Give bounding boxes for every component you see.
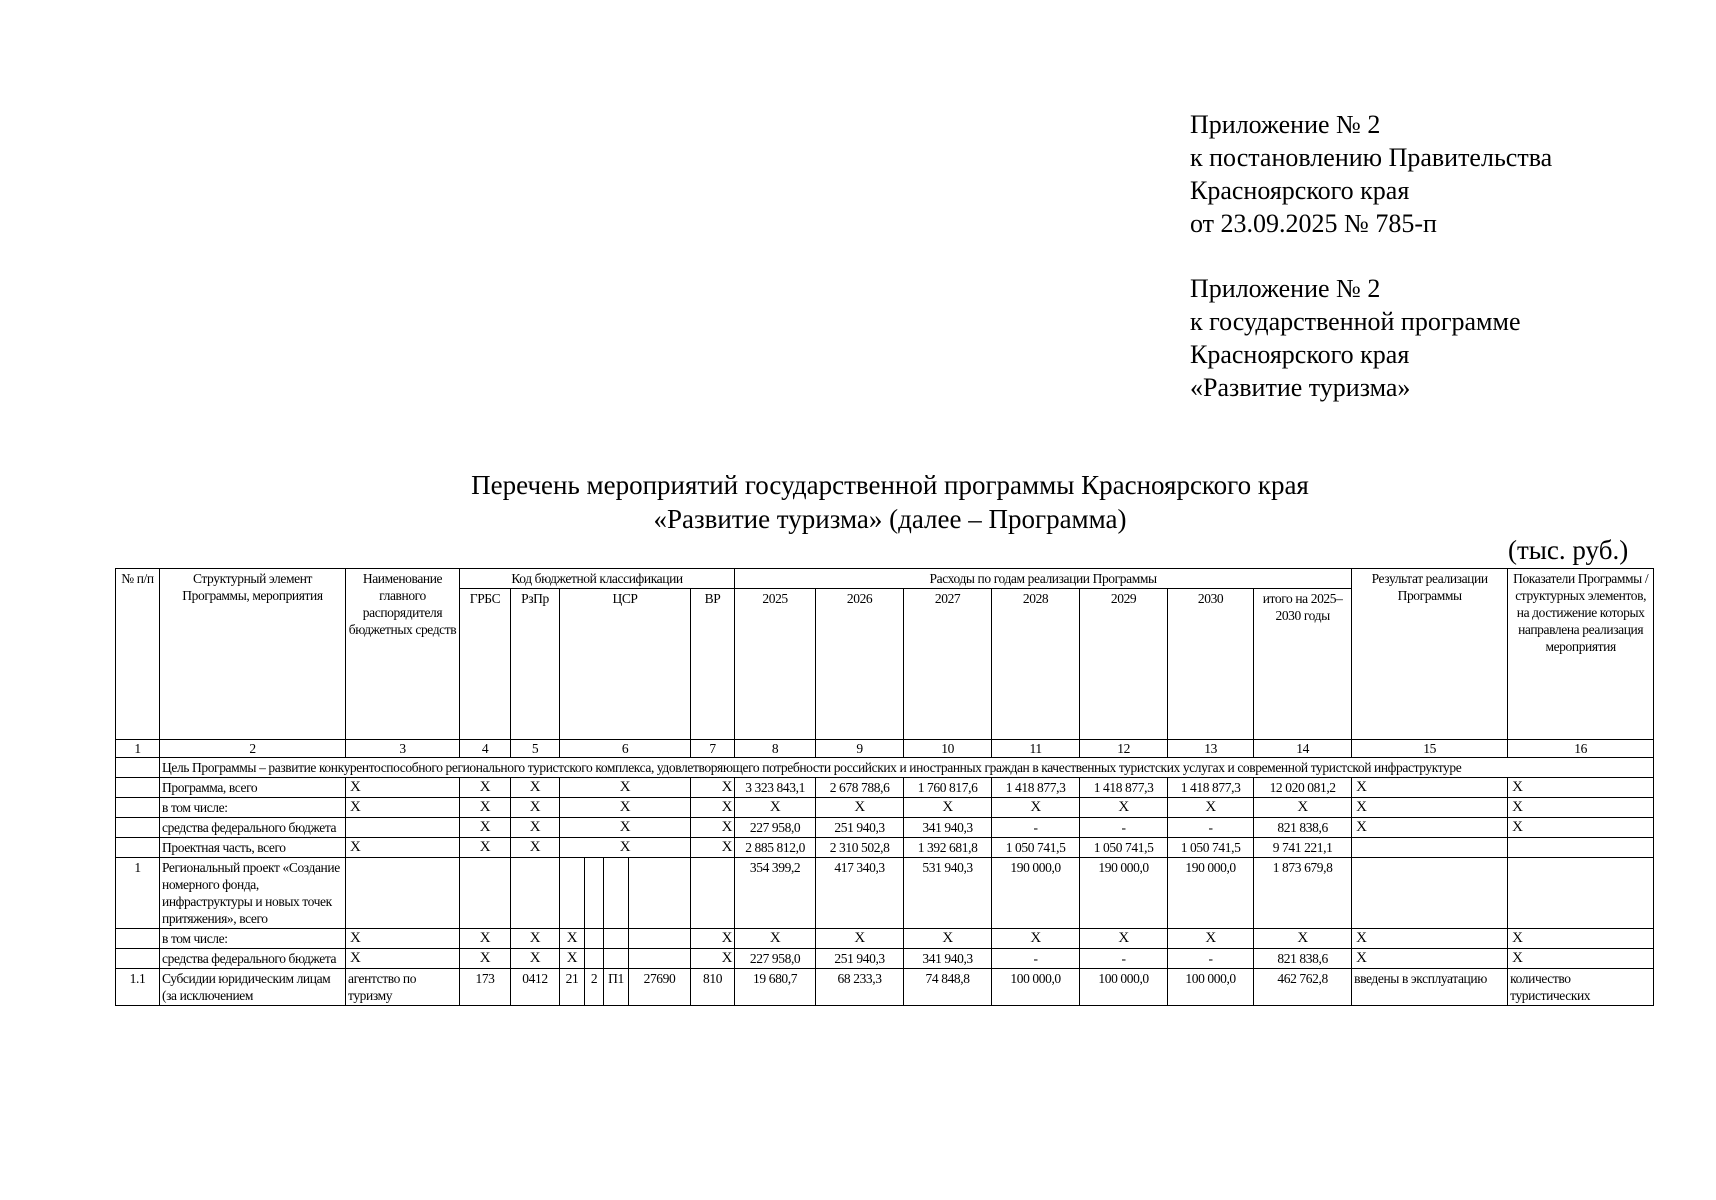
row-result bbox=[1352, 838, 1508, 858]
row-num bbox=[116, 798, 160, 818]
row-rzpr: X bbox=[511, 818, 560, 838]
row-y2028: 1 418 877,3 bbox=[992, 778, 1080, 798]
row-y2026: X bbox=[816, 798, 904, 818]
table-row bbox=[116, 929, 1654, 949]
row-y2028: X bbox=[992, 929, 1080, 949]
row-name: в том числе: bbox=[160, 798, 346, 818]
appendix-line: к постановлению Правительства bbox=[1190, 143, 1553, 172]
row-y2027: 1 392 681,8 bbox=[904, 838, 992, 858]
row-y2025: 354 399,2 bbox=[735, 858, 816, 929]
row-y2030: 1 418 877,3 bbox=[1168, 778, 1254, 798]
row-csr-subprogram bbox=[585, 929, 604, 949]
row-vr: X bbox=[691, 929, 735, 949]
row-grbs: X bbox=[460, 838, 511, 858]
row-rzpr: X bbox=[511, 838, 560, 858]
table-row bbox=[116, 969, 1654, 1006]
spacer bbox=[1190, 240, 1670, 272]
row-y2026: X bbox=[816, 929, 904, 949]
row-grbs-name: X bbox=[346, 949, 460, 969]
appendix-line: к государственной программе bbox=[1190, 307, 1521, 336]
row-csr-subprogram bbox=[585, 858, 604, 929]
row-csr-project bbox=[604, 858, 629, 929]
row-total: 1 873 679,8 bbox=[1254, 858, 1352, 929]
row-num bbox=[116, 818, 160, 838]
column-number: 1 bbox=[116, 740, 160, 758]
row-result: X bbox=[1352, 929, 1508, 949]
row-y2029: 190 000,0 bbox=[1080, 858, 1168, 929]
row-indicators: X bbox=[1508, 929, 1654, 949]
row-csr-direction bbox=[629, 949, 691, 969]
row-y2028: - bbox=[992, 818, 1080, 838]
row-grbs: 173 bbox=[460, 969, 511, 1006]
row-vr: X bbox=[691, 949, 735, 969]
header-year-2030: 2030 bbox=[1168, 589, 1254, 740]
row-grbs-name: X bbox=[346, 798, 460, 818]
row-y2030: 1 050 741,5 bbox=[1168, 838, 1254, 858]
row-grbs-name: X bbox=[346, 778, 460, 798]
row-csr: X bbox=[560, 798, 691, 818]
row-y2027: 531 940,3 bbox=[904, 858, 992, 929]
column-number: 11 bbox=[992, 740, 1080, 758]
header-year-2025: 2025 bbox=[735, 589, 816, 740]
column-number: 6 bbox=[560, 740, 691, 758]
appendix-line: от 23.09.2025 № 785-п bbox=[1190, 209, 1437, 238]
header-num: № п/п bbox=[116, 569, 160, 740]
row-y2030: X bbox=[1168, 798, 1254, 818]
table-row bbox=[116, 858, 1654, 929]
row-y2030: 100 000,0 bbox=[1168, 969, 1254, 1006]
table-row bbox=[116, 778, 1654, 798]
column-number: 4 bbox=[460, 740, 511, 758]
measures-table bbox=[115, 568, 1654, 1006]
header-csr: ЦСР bbox=[560, 589, 691, 740]
row-total: 821 838,6 bbox=[1254, 818, 1352, 838]
row-y2029: X bbox=[1080, 929, 1168, 949]
row-result: X bbox=[1352, 798, 1508, 818]
row-y2028: - bbox=[992, 949, 1080, 969]
row-y2030: 190 000,0 bbox=[1168, 858, 1254, 929]
row-y2025: X bbox=[735, 929, 816, 949]
row-grbs: X bbox=[460, 949, 511, 969]
row-indicators: X bbox=[1508, 778, 1654, 798]
row-y2027: 341 940,3 bbox=[904, 949, 992, 969]
units-label: (тыс. руб.) bbox=[1508, 535, 1629, 565]
row-y2025: 19 680,7 bbox=[735, 969, 816, 1006]
row-y2030: X bbox=[1168, 929, 1254, 949]
goal-text: Цель Программы – развитие конкурентоспособного регионального туристского комплекса, удовлетворяющего потребности российских и иностранных граждан в качественных туристских услугах и современной туристской инфраструктуре bbox=[160, 758, 1654, 778]
row-csr-project bbox=[604, 929, 629, 949]
column-number: 7 bbox=[691, 740, 735, 758]
row-csr-program bbox=[560, 858, 585, 929]
row-grbs-name: X bbox=[346, 929, 460, 949]
row-indicators: X bbox=[1508, 818, 1654, 838]
row-y2026: 251 940,3 bbox=[816, 818, 904, 838]
header-element: Структурный элемент Программы, мероприятия bbox=[160, 569, 346, 740]
row-grbs: X bbox=[460, 818, 511, 838]
row-csr: X bbox=[560, 818, 691, 838]
row-grbs bbox=[460, 858, 511, 929]
header-year-2026: 2026 bbox=[816, 589, 904, 740]
header-rzpr: РзПр bbox=[511, 589, 560, 740]
row-vr: X bbox=[691, 778, 735, 798]
header-expenses: Расходы по годам реализации Программы bbox=[735, 569, 1352, 589]
row-rzpr: X bbox=[511, 798, 560, 818]
row-y2029: X bbox=[1080, 798, 1168, 818]
table-row bbox=[116, 838, 1654, 858]
header-grbs-name: Наименование главного распорядителя бюджетных средств bbox=[346, 569, 460, 740]
column-number: 16 bbox=[1508, 740, 1654, 758]
row-num bbox=[116, 949, 160, 969]
row-total: X bbox=[1254, 798, 1352, 818]
header-year-2028: 2028 bbox=[992, 589, 1080, 740]
row-y2025: 2 885 812,0 bbox=[735, 838, 816, 858]
row-csr-project: П1 bbox=[604, 969, 629, 1006]
row-csr-program: 21 bbox=[560, 969, 585, 1006]
header-grbs: ГРБС bbox=[460, 589, 511, 740]
row-result: X bbox=[1352, 818, 1508, 838]
column-numbers-row bbox=[116, 740, 1654, 758]
row-y2027: 341 940,3 bbox=[904, 818, 992, 838]
goal-row bbox=[116, 758, 1654, 778]
row-rzpr: X bbox=[511, 929, 560, 949]
row-result bbox=[1352, 858, 1508, 929]
row-total: 821 838,6 bbox=[1254, 949, 1352, 969]
row-vr: X bbox=[691, 818, 735, 838]
appendix-line: Красноярского края bbox=[1190, 340, 1410, 369]
row-y2029: 1 050 741,5 bbox=[1080, 838, 1168, 858]
row-name: Программа, всего bbox=[160, 778, 346, 798]
title-line-1: Перечень мероприятий государственной программы Красноярского края bbox=[471, 470, 1309, 500]
row-vr: X bbox=[691, 798, 735, 818]
header-year-2027: 2027 bbox=[904, 589, 992, 740]
row-name: средства федерального бюджета bbox=[160, 818, 346, 838]
column-number: 5 bbox=[511, 740, 560, 758]
row-y2028: 100 000,0 bbox=[992, 969, 1080, 1006]
appendix-header bbox=[1190, 108, 1670, 404]
row-csr-direction: 27690 bbox=[629, 969, 691, 1006]
row-grbs-name bbox=[346, 858, 460, 929]
column-number: 12 bbox=[1080, 740, 1168, 758]
row-rzpr: X bbox=[511, 949, 560, 969]
header-year-2029: 2029 bbox=[1080, 589, 1168, 740]
row-vr bbox=[691, 858, 735, 929]
row-y2025: 227 958,0 bbox=[735, 818, 816, 838]
row-num bbox=[116, 778, 160, 798]
row-y2026: 68 233,3 bbox=[816, 969, 904, 1006]
row-indicators bbox=[1508, 838, 1654, 858]
row-y2027: 74 848,8 bbox=[904, 969, 992, 1006]
row-rzpr: X bbox=[511, 778, 560, 798]
row-name: Региональный проект «Создание номерного фонда, инфраструктуры и новых точек притяжения», всего bbox=[160, 858, 346, 929]
row-num: 1 bbox=[116, 858, 160, 929]
row-num bbox=[116, 929, 160, 949]
row-y2026: 2 678 788,6 bbox=[816, 778, 904, 798]
row-y2027: X bbox=[904, 929, 992, 949]
row-csr-subprogram: 2 bbox=[585, 969, 604, 1006]
row-num bbox=[116, 838, 160, 858]
document-title bbox=[0, 468, 1716, 536]
row-indicators bbox=[1508, 858, 1654, 929]
header-result: Результат реализации Программы bbox=[1352, 569, 1508, 740]
column-number: 3 bbox=[346, 740, 460, 758]
header-total: итого на 2025–2030 годы bbox=[1254, 589, 1352, 740]
row-indicators: количество туристических bbox=[1508, 969, 1654, 1006]
row-y2028: 1 050 741,5 bbox=[992, 838, 1080, 858]
row-indicators: X bbox=[1508, 798, 1654, 818]
row-result: введены в эксплуатацию bbox=[1352, 969, 1508, 1006]
appendix-line: Приложение № 2 bbox=[1190, 110, 1381, 139]
row-total: X bbox=[1254, 929, 1352, 949]
row-grbs: X bbox=[460, 798, 511, 818]
header-budget-code: Код бюджетной классификации bbox=[460, 569, 735, 589]
appendix-line: «Развитие туризма» bbox=[1190, 373, 1411, 402]
row-csr: X bbox=[560, 778, 691, 798]
column-number: 8 bbox=[735, 740, 816, 758]
title-line-2: «Развитие туризма» (далее – Программа) bbox=[653, 504, 1127, 534]
row-rzpr bbox=[511, 858, 560, 929]
row-y2029: - bbox=[1080, 818, 1168, 838]
row-csr-project bbox=[604, 949, 629, 969]
row-csr-program: X bbox=[560, 949, 585, 969]
row-indicators: X bbox=[1508, 949, 1654, 969]
row-y2025: 227 958,0 bbox=[735, 949, 816, 969]
row-rzpr: 0412 bbox=[511, 969, 560, 1006]
column-number: 15 bbox=[1352, 740, 1508, 758]
row-csr-direction bbox=[629, 929, 691, 949]
row-csr: X bbox=[560, 838, 691, 858]
row-y2025: X bbox=[735, 798, 816, 818]
appendix-line: Приложение № 2 bbox=[1190, 274, 1381, 303]
row-y2026: 251 940,3 bbox=[816, 949, 904, 969]
row-name: средства федерального бюджета bbox=[160, 949, 346, 969]
row-vr: X bbox=[691, 838, 735, 858]
row-grbs: X bbox=[460, 778, 511, 798]
row-vr: 810 bbox=[691, 969, 735, 1006]
row-grbs-name bbox=[346, 818, 460, 838]
header-vr: ВР bbox=[691, 589, 735, 740]
row-result: X bbox=[1352, 778, 1508, 798]
row-name: Субсидии юридическим лицам (за исключением bbox=[160, 969, 346, 1006]
row-csr-subprogram bbox=[585, 949, 604, 969]
row-csr-direction bbox=[629, 858, 691, 929]
appendix-line: Красноярского края bbox=[1190, 176, 1410, 205]
row-name: в том числе: bbox=[160, 929, 346, 949]
row-y2027: 1 760 817,6 bbox=[904, 778, 992, 798]
row-result: X bbox=[1352, 949, 1508, 969]
row-grbs-name: X bbox=[346, 838, 460, 858]
row-y2025: 3 323 843,1 bbox=[735, 778, 816, 798]
row-total: 9 741 221,1 bbox=[1254, 838, 1352, 858]
row-name: Проектная часть, всего bbox=[160, 838, 346, 858]
row-num: 1.1 bbox=[116, 969, 160, 1006]
header-indicators: Показатели Программы / структурных элементов, на достижение которых направлена реализация мероприятия bbox=[1508, 569, 1654, 740]
column-number: 2 bbox=[160, 740, 346, 758]
row-total: 12 020 081,2 bbox=[1254, 778, 1352, 798]
column-number: 10 bbox=[904, 740, 992, 758]
row-y2029: - bbox=[1080, 949, 1168, 969]
column-number: 9 bbox=[816, 740, 904, 758]
row-y2028: X bbox=[992, 798, 1080, 818]
row-total: 462 762,8 bbox=[1254, 969, 1352, 1006]
row-y2026: 2 310 502,8 bbox=[816, 838, 904, 858]
row-y2030: - bbox=[1168, 818, 1254, 838]
table-row bbox=[116, 798, 1654, 818]
row-y2028: 190 000,0 bbox=[992, 858, 1080, 929]
column-number: 13 bbox=[1168, 740, 1254, 758]
table-row bbox=[116, 949, 1654, 969]
row-grbs-name: агентство по туризму bbox=[346, 969, 460, 1006]
table-row bbox=[116, 818, 1654, 838]
row-y2030: - bbox=[1168, 949, 1254, 969]
row-y2027: X bbox=[904, 798, 992, 818]
row-y2026: 417 340,3 bbox=[816, 858, 904, 929]
goal-num-cell bbox=[116, 758, 160, 778]
row-y2029: 1 418 877,3 bbox=[1080, 778, 1168, 798]
row-grbs: X bbox=[460, 929, 511, 949]
row-csr-program: X bbox=[560, 929, 585, 949]
row-y2029: 100 000,0 bbox=[1080, 969, 1168, 1006]
column-number: 14 bbox=[1254, 740, 1352, 758]
